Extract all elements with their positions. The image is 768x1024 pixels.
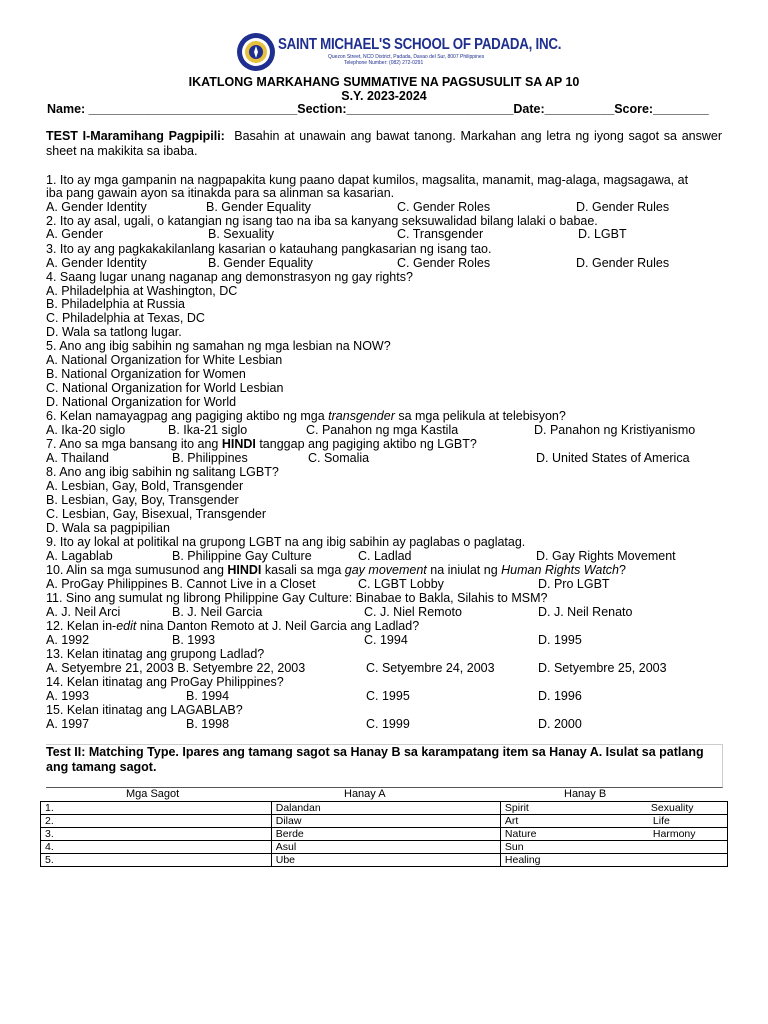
choice: D. Wala sa pagpipilian <box>46 521 170 535</box>
question-4: 4. Saang lugar unang naganap ang demonstrasyon ng gay rights? <box>46 270 413 284</box>
name-field[interactable]: Name: ______________________________ <box>47 102 298 116</box>
choice: A. Ika-20 siglo <box>46 423 126 437</box>
question-10-text-end: ? <box>619 563 626 577</box>
choice: C. Gender Roles <box>397 200 491 214</box>
answer-cell[interactable]: 2. <box>41 815 272 828</box>
choice: C. Gender Roles <box>397 256 491 270</box>
hanay-a-cell: Dilaw <box>271 815 500 828</box>
answer-cell[interactable]: 1. <box>41 802 272 815</box>
choice: B. Ika-21 siglo <box>168 423 248 437</box>
choice: A. Lagablab <box>46 549 113 563</box>
hanay-b-cell <box>500 815 727 828</box>
question-1-line2: iba pang gawain ayon sa itinakda para sa alinman sa kasarian. <box>46 186 395 200</box>
choice: C. Panahon ng mga Kastila <box>306 423 459 437</box>
school-header <box>236 32 562 78</box>
question-12-text-end: nina Danton Remoto at J. Neil Garcia ang Ladlad? <box>136 619 420 633</box>
choice: D. 2000 <box>538 717 582 731</box>
hanay-b-item: Spirit <box>504 802 529 814</box>
choice: C. J. Niel Remoto <box>364 605 462 619</box>
exam-title: IKATLONG MARKAHANG SUMMATIVE NA PAGSUSULIT SA AP 10 <box>188 75 580 89</box>
choice: D. Wala sa tatlong lugar. <box>46 325 182 339</box>
question-3: 3. Ito ay ang pagkakakilanlang kasarian o katauhang pangkasarian ng isang tao. <box>46 242 492 256</box>
question-7-text-end: tanggap ang pagiging aktibo ng LGBT? <box>255 437 477 451</box>
school-address: Quezon Street, NCD District, Padada, Davao del Sur, 8007 Philippines <box>328 54 485 60</box>
question-8: 8. Ano ang ibig sabihin ng salitang LGBT? <box>46 465 279 479</box>
choice: A. Thailand <box>46 451 110 465</box>
hanay-b-cell: Healing <box>500 854 727 867</box>
choice: D. J. Neil Renato <box>538 605 633 619</box>
choice: C. Ladlad <box>358 549 412 563</box>
choice: D. Gender Rules <box>576 256 670 270</box>
choice: C. LGBT Lobby <box>358 577 444 591</box>
choice: B. Philippines <box>172 451 248 465</box>
question-12-emphasis: edit <box>116 619 137 633</box>
hanay-b-item: Life <box>652 815 670 827</box>
question-5: 5. Ano ang ibig sabihin ng samahan ng mga lesbian na NOW? <box>46 339 391 353</box>
choice: D. 1995 <box>538 633 582 647</box>
choice: B. 1993 <box>172 633 216 647</box>
choice: A. Gender Identity <box>46 256 147 270</box>
question-10-emphasis-2: Human Rights Watch <box>501 563 619 577</box>
choice: B. 1994 <box>186 689 230 703</box>
hanay-b-cell <box>500 802 727 815</box>
question-14: 14. Kelan itinatag ang ProGay Philippines? <box>46 675 284 689</box>
choice: A. 1992 <box>46 633 90 647</box>
choice: B. Sexuality <box>208 227 275 241</box>
school-phone: Telephone Number: (082) 272-0291 <box>344 60 424 66</box>
question-13: 13. Kelan itinatag ang grupong Ladlad? <box>46 647 265 661</box>
question-6-text: 6. Kelan namayagpag ang pagiging aktibo ng mga <box>46 409 329 423</box>
school-name: SAINT MICHAEL'S SCHOOL OF PADADA, INC. <box>278 36 562 53</box>
choice: D. LGBT <box>578 227 627 241</box>
hanay-b-item: Nature <box>504 828 537 840</box>
question-2: 2. Ito ay asal, ugali, o katangian ng isang tao na iba sa kanyang seksuwalidad bilang lalaki o babae. <box>46 214 598 228</box>
choice: D. United States of America <box>536 451 690 465</box>
matching-table <box>40 801 728 867</box>
question-9: 9. Ito ay lokal at politikal na grupong LGBT na ang ibig sabihin ay paglabas o paglatag. <box>46 535 526 549</box>
choice: B. Gender Equality <box>206 200 311 214</box>
test1-instructions <box>46 129 722 159</box>
choice: D. 1996 <box>538 689 582 703</box>
hanay-b-item: Harmony <box>652 828 696 840</box>
table-row <box>41 815 728 828</box>
choice: D. National Organization for World <box>46 395 237 409</box>
question-12-text: 12. Kelan in- <box>46 619 117 633</box>
hanay-b-item: Sexuality <box>650 802 694 814</box>
choice: A. Gender Identity <box>46 200 147 214</box>
column-header-hanay-b: Hanay B <box>564 788 607 800</box>
choice: C. 1994 <box>364 633 408 647</box>
table-row <box>41 802 728 815</box>
choice: D. Gender Rules <box>576 200 670 214</box>
choice: D. Panahon ng Kristiyanismo <box>534 423 696 437</box>
question-7 <box>46 437 477 451</box>
choice: C. Setyembre 24, 2003 <box>366 661 495 675</box>
date-field[interactable]: Date:__________ <box>513 102 615 116</box>
answer-cell[interactable]: 3. <box>41 828 272 841</box>
question-6-text-end: sa mga pelikula at telebisyon? <box>394 409 566 423</box>
choice: A. J. Neil Arci <box>46 605 121 619</box>
choice: D. Pro LGBT <box>538 577 610 591</box>
test1-instruction-text: Basahin at unawain ang bawat tanong. Markahan ang letra ng iyong sagot sa answer sheet na makikita sa ibaba. <box>46 129 722 158</box>
school-seal-icon <box>236 32 276 72</box>
choice: A. 1997 <box>46 717 90 731</box>
question-10-bold: HINDI <box>227 563 262 577</box>
choice: A. ProGay Philippines B. Cannot Live in a Closet <box>46 577 316 591</box>
question-6-emphasis: transgender <box>328 409 395 423</box>
hanay-a-cell: Asul <box>271 841 500 854</box>
choice: A. 1993 <box>46 689 90 703</box>
choice: C. Philadelphia at Texas, DC <box>46 311 205 325</box>
question-6 <box>46 409 566 423</box>
choice: D. Gay Rights Movement <box>536 549 676 563</box>
question-7-bold: HINDI <box>221 437 256 451</box>
choice: A. Lesbian, Gay, Bold, Transgender <box>46 479 244 493</box>
choice: B. 1998 <box>186 717 230 731</box>
hanay-b-cell: Sun <box>500 841 727 854</box>
answer-cell[interactable]: 4. <box>41 841 272 854</box>
choice: C. National Organization for World Lesbian <box>46 381 284 395</box>
test2-instructions: Test II: Matching Type. Ipares ang tamang sagot sa Hanay B sa karampatang item sa Hanay A. Isulat sa patlang ang tamang sagot. <box>46 745 704 774</box>
test1-label: TEST I-Maramihang Pagpipili: <box>46 129 225 143</box>
question-12 <box>46 619 419 633</box>
question-11: 11. Sino ang sumulat ng librong Philippine Gay Culture: Binabae to Bakla, Silahis to MSM? <box>46 591 548 605</box>
hanay-a-cell: Ube <box>271 854 500 867</box>
hanay-a-cell: Berde <box>271 828 500 841</box>
table-row <box>41 854 728 867</box>
question-10-text-mid: kasali sa mga <box>261 563 345 577</box>
choice: C. Transgender <box>397 227 484 241</box>
hanay-b-cell <box>500 828 727 841</box>
question-7-text: 7. Ano sa mga bansang ito ang <box>46 437 222 451</box>
student-info-row <box>47 102 709 116</box>
choice: C. 1995 <box>366 689 410 703</box>
question-1-line1: 1. Ito ay mga gampanin na nagpapakita kung paano dapat kumilos, magsalita, manamit, mag-alaga, magsagawa, at <box>46 173 689 187</box>
table-row <box>41 841 728 854</box>
choice: A. Setyembre 21, 2003 B. Setyembre 22, 2003 <box>46 661 306 675</box>
choice: C. Somalia <box>308 451 370 465</box>
question-10-text-mid2: na iniulat ng <box>426 563 502 577</box>
question-10-emphasis: gay movement <box>344 563 427 577</box>
hanay-b-item: Art <box>504 815 519 827</box>
choice: A. Philadelphia at Washington, DC <box>46 284 238 298</box>
section-field[interactable]: Section:________________________ <box>297 102 514 116</box>
question-15: 15. Kelan itinatag ang LAGABLAB? <box>46 703 243 717</box>
choice: B. J. Neil Garcia <box>172 605 263 619</box>
table-row <box>41 828 728 841</box>
column-header-answers: Mga Sagot <box>126 788 180 800</box>
choice: B. Philippine Gay Culture <box>172 549 312 563</box>
question-10-text: 10. Alin sa mga sumusunod ang <box>46 563 228 577</box>
choice: B. Philadelphia at Russia <box>46 297 185 311</box>
question-10 <box>46 563 626 577</box>
choice: B. Gender Equality <box>208 256 313 270</box>
choice: C. Lesbian, Gay, Bisexual, Transgender <box>46 507 267 521</box>
answer-cell[interactable]: 5. <box>41 854 272 867</box>
score-field[interactable]: Score:________ <box>614 102 709 116</box>
choice: A. National Organization for White Lesbian <box>46 353 283 367</box>
choice: D. Setyembre 25, 2003 <box>538 661 667 675</box>
school-year: S.Y. 2023-2024 <box>341 89 427 103</box>
hanay-a-cell: Dalandan <box>271 802 500 815</box>
choice: B. Lesbian, Gay, Boy, Transgender <box>46 493 239 507</box>
column-header-hanay-a: Hanay A <box>344 788 386 800</box>
choice: A. Gender <box>46 227 103 241</box>
choice: B. National Organization for Women <box>46 367 246 381</box>
choice: C. 1999 <box>366 717 410 731</box>
